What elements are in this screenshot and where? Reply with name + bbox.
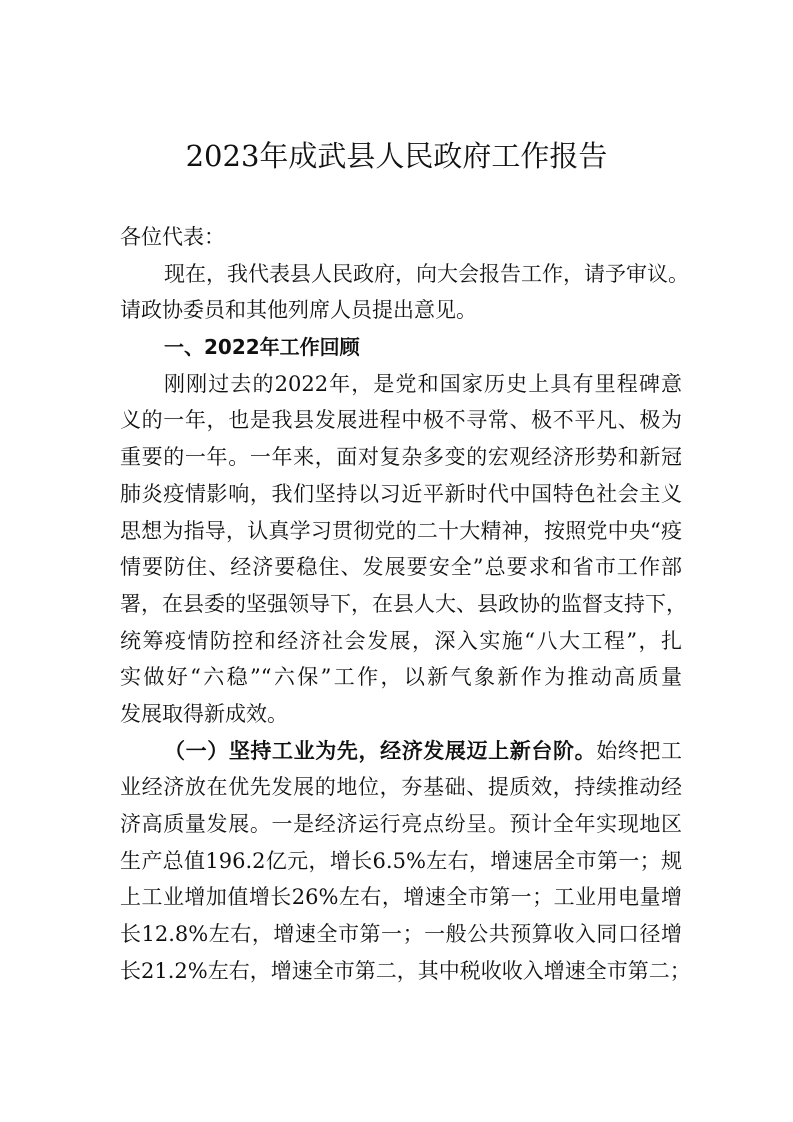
paragraph-line: 情要防住、经济要稳住、发展要安全”总要求和省市工作部 (120, 555, 682, 580)
salutation: 各位代表： (120, 225, 225, 249)
paragraph-text: 始终把工 (596, 738, 683, 763)
document-body (120, 219, 691, 989)
section-heading: 一、2022年工作回顾 (164, 335, 360, 360)
paragraph-line: 发展取得新成效。 (120, 701, 288, 726)
paragraph-line: 上工业增加值增长26%左右，增速全市第一；工业用电量增 (120, 885, 682, 910)
paragraph-line: 义的一年，也是我县发展进程中极不寻常、极不平凡、极为 (120, 408, 682, 433)
paragraph-line: 生产总值196.2亿元，增长6.5%左右，增速居全市第一；规 (120, 848, 682, 873)
subsection-heading: （一）坚持工业为先，经济发展迈上新台阶。 (164, 737, 597, 763)
paragraph-line: 业经济放在优先发展的地位，夯基础、提质效，持续推动经 (120, 775, 682, 800)
paragraph-line: 署，在县委的坚强领导下，在县人大、县政协的监督支持下， (120, 591, 687, 616)
paragraph-line: 请政协委员和其他列席人员提出意见。 (120, 298, 477, 323)
paragraph-line: 思想为指导，认真学习贯彻党的二十大精神，按照党中央“疫 (120, 518, 682, 543)
paragraph-line: 统筹疫情防控和经济社会发展，深入实施“八大工程”，扎 (120, 628, 682, 653)
paragraph-line: 重要的一年。一年来，面对复杂多变的宏观经济形势和新冠 (120, 445, 682, 470)
paragraph-line: 肺炎疫情影响，我们坚持以习近平新时代中国特色社会主义 (120, 481, 682, 506)
paragraph-line: 现在，我代表县人民政府，向大会报告工作，请予审议。 (164, 261, 689, 286)
paragraph-line: 实做好“六稳”“六保”工作，以新气象新作为推动高质量 (120, 665, 682, 690)
document-title: 2023年成武县人民政府工作报告 (185, 139, 608, 173)
paragraph-line: 济高质量发展。一是经济运行亮点纷呈。预计全年实现地区 (120, 812, 682, 836)
paragraph-line: 长12.8%左右，增速全市第一；一般公共预算收入同口径增 (120, 922, 682, 947)
subsection-line (120, 733, 682, 770)
paragraph-line: 长21.2%左右，增速全市第二，其中税收收入增速全市第二； (120, 958, 691, 983)
paragraph-line: 刚刚过去的2022年，是党和国家历史上具有里程碑意 (164, 371, 682, 396)
